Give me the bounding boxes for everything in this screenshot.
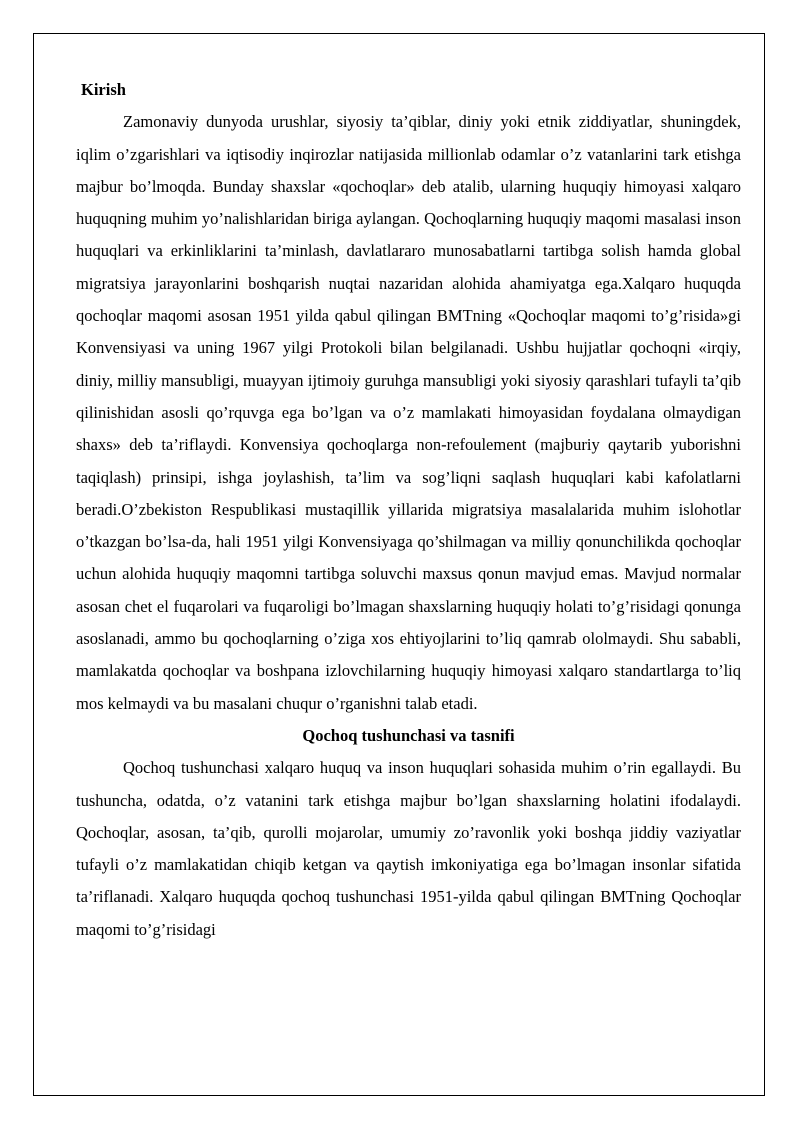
section-heading: Qochoq tushunchasi va tasnifi <box>302 725 515 745</box>
intro-paragraph: Zamonaviy dunyoda urushlar, siyosiy ta’qiblar, diniy yoki etnik ziddiyatlar, shuningdek, iqlim o’zgarishlari va iqtisodiy inqirozlar natijasida millionlab odamlar o’z vatanlarini tark etishga majbur bo’lmoqda. Bunday shaxslar «qochoqlar» deb atalib, ularning huquqiy himoyasi xalqaro huquqning muhim yo’nalishlaridan biriga aylangan. Qochoqlarning huquqiy maqomi masalasi inson huquqlari va erkinliklarini ta’minlash, davlatlararo munosabatlarni tartibga solish hamda global migratsiya jarayonlarini boshqarish nuqtai nazaridan alohida ahamiyatga ega.Xalqaro huquqda qochoqlar maqomi asosan 1951 yilda qabul qilingan BMTning «Qochoqlar maqomi to’g’risida»gi Konvensiyasi va uning 1967 yilgi Protokoli bilan belgilanadi. Ushbu hujjatlar qochoqni «irqiy, diniy, milliy mansubligi, muayyan ijtimoiy guruhga mansubligi yoki siyosiy qarashlari tufayli ta’qib qilinishidan asosli qo’rquvga ega bo’lgan va o’z mamlakati himoyasidan foydalana olmaydigan shaxs» deb ta’riflaydi. Konvensiya qochoqlarga non-refoulement (majburiy qaytarib yuborishni taqiqlash) prinsipi, ishga joylashish, ta’lim va sog’liqni saqlash huquqlari kabi kafolatlarni beradi.O’zbekiston Respublikasi mustaqillik yillarida migratsiya masalalarida muhim islohotlar o’tkazgan bo’lsa-da, hali 1951 yilgi Konvensiyaga qo’shilmagan va milliy qonunchilikda qochoqlar uchun alohida huquqiy maqomni tartibga soluvchi maxsus qonun mavjud emas. Mavjud normalar asosan chet el fuqarolari va fuqaroligi bo’lmagan shaxslarning huquqiy holati to’g’risidagi qonunga asoslanadi, ammo bu qochoqlarning o’ziga xos ehtiyojlarini to’liq qamrab ololmaydi. Shu sababli, mamlakatda qochoqlar va boshpana izlovchilarning huquqiy himoyasi xalqaro standartlarga to’liq mos kelmaydi va bu masalani chuqur o’rganishni talab etadi. <box>76 112 741 713</box>
document-body <box>76 74 741 946</box>
section-paragraph: Qochoq tushunchasi xalqaro huquq va inson huquqlari sohasida muhim o’rin egallaydi. Bu tushuncha, odatda, o’z vatanini tark etishga majbur bo’lgan shaxslarning holatini ifodalaydi. Qochoqlar, asosan, ta’qib, qurolli mojarolar, umumiy zo’ravonlik yoki boshqa jiddiy vaziyatlar tufayli o’z mamlakatidan chiqib ketgan va qaytish imkoniyatiga ega bo’lmagan insonlar sifatida ta’riflanadi. Xalqaro huquqda qochoq tushunchasi 1951-yilda qabul qilingan BMTning Qochoqlar maqomi to’g’risidagi <box>76 758 741 939</box>
intro-heading: Kirish <box>81 80 126 99</box>
